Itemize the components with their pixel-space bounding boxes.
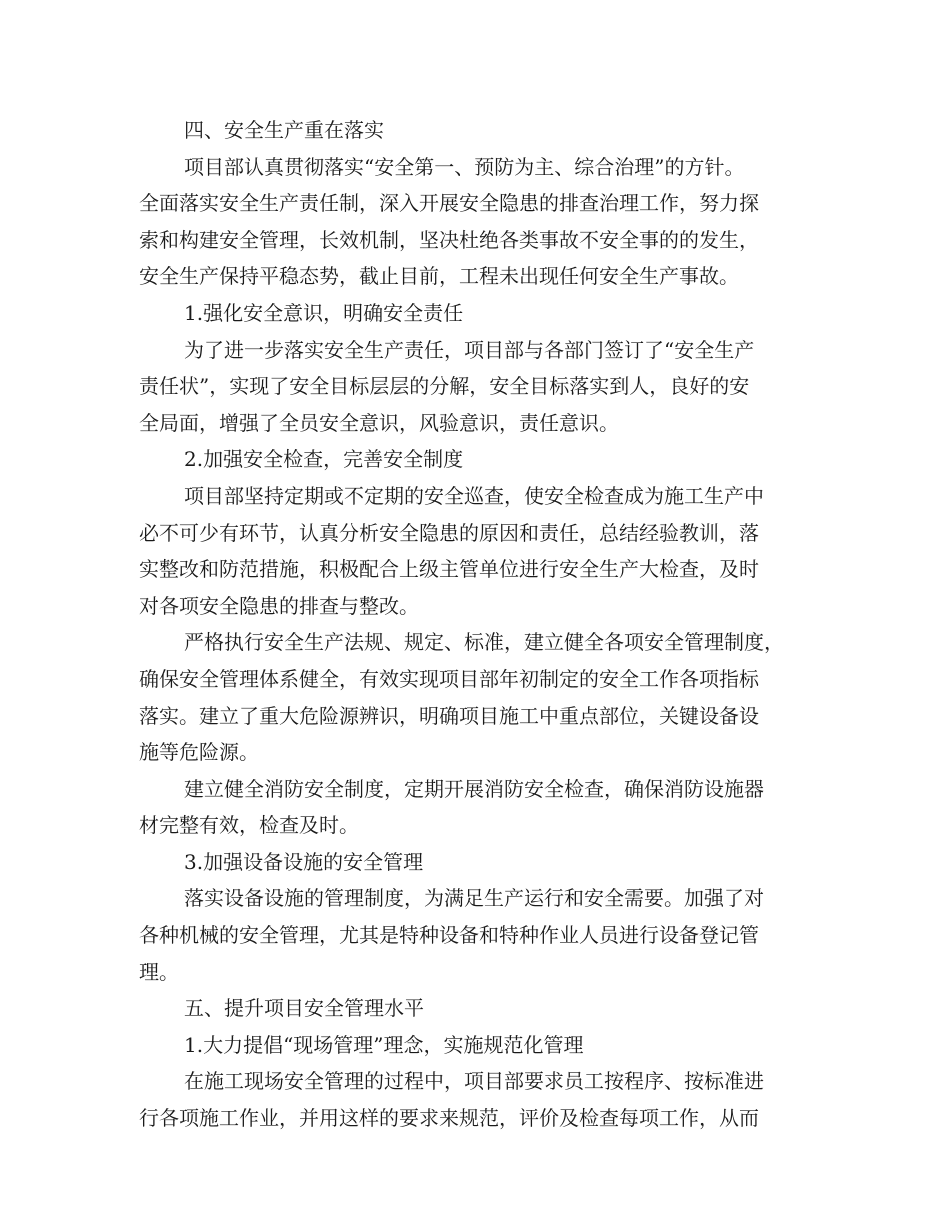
text-line: 各种机械的安全管理，尤其是特种设备和特种作业人员进行设备登记管 [139, 923, 759, 948]
text-line: 四、安全生产重在落实 [184, 118, 384, 142]
text-line: 理。 [139, 959, 179, 984]
document-body [139, 112, 819, 1137]
text-line: 必不可少有环节，认真分析安全隐患的原因和责任，总结经验教训，落 [139, 520, 759, 545]
text-line: 在施工现场安全管理的过程中，项目部要求员工按程序、按标准进 [184, 1069, 764, 1094]
text-line: 确保安全管理体系健全，有效实现项目部年初制定的安全工作各项指标 [139, 666, 759, 691]
text-line: 2.加强安全检查，完善安全制度 [184, 447, 464, 472]
text-line: 3.加强设备设施的安全管理 [184, 849, 424, 874]
text-line: 对各项安全隐患的排查与整改。 [139, 593, 419, 618]
text-line: 项目部认真贯彻落实“安全第一、预防为主、综合治理”的方针。 [184, 154, 745, 179]
text-line: 行各项施工作业，并用这样的要求来规范，评价及检查每项工作，从而 [139, 1106, 759, 1131]
text-line: 建立健全消防安全制度，定期开展消防安全检查，确保消防设施器 [184, 776, 764, 801]
text-line: 1.强化安全意识，明确安全责任 [184, 300, 464, 325]
text-line: 为了进一步落实安全生产责任，项目部与各部门签订了“安全生产 [184, 337, 755, 362]
text-line: 索和构建安全管理，长效机制，坚决杜绝各类事故不安全事的的发生， [139, 227, 759, 252]
text-line: 安全生产保持平稳态势，截止目前，工程未出现任何安全生产事故。 [139, 264, 739, 289]
text-line: 施等危险源。 [139, 740, 259, 765]
text-line: 材完整有效，检查及时。 [139, 813, 359, 838]
text-line: 实整改和防范措施，积极配合上级主管单位进行安全生产大检查，及时 [139, 557, 759, 582]
text-line: 落实设备设施的管理制度，为满足生产运行和安全需要。加强了对 [184, 886, 764, 911]
text-line: 责任状”，实现了安全目标层层的分解，安全目标落实到人，良好的安 [139, 374, 750, 399]
text-line: 严格执行安全生产法规、规定、标准，建立健全各项安全管理制度， [184, 630, 784, 655]
text-line: 全面落实安全生产责任制，深入开展安全隐患的排查治理工作，努力探 [139, 191, 759, 216]
text-line: 1.大力提倡“现场管理”理念，实施规范化管理 [184, 1032, 584, 1057]
text-line: 全局面，增强了全员安全意识，风验意识，责任意识。 [139, 410, 619, 435]
text-line: 项目部坚持定期或不定期的安全巡查，使安全检查成为施工生产中 [184, 483, 764, 508]
text-line: 落实。建立了重大危险源辨识，明确项目施工中重点部位，关键设备设 [139, 703, 759, 728]
text-line: 五、提升项目安全管理水平 [184, 996, 424, 1021]
